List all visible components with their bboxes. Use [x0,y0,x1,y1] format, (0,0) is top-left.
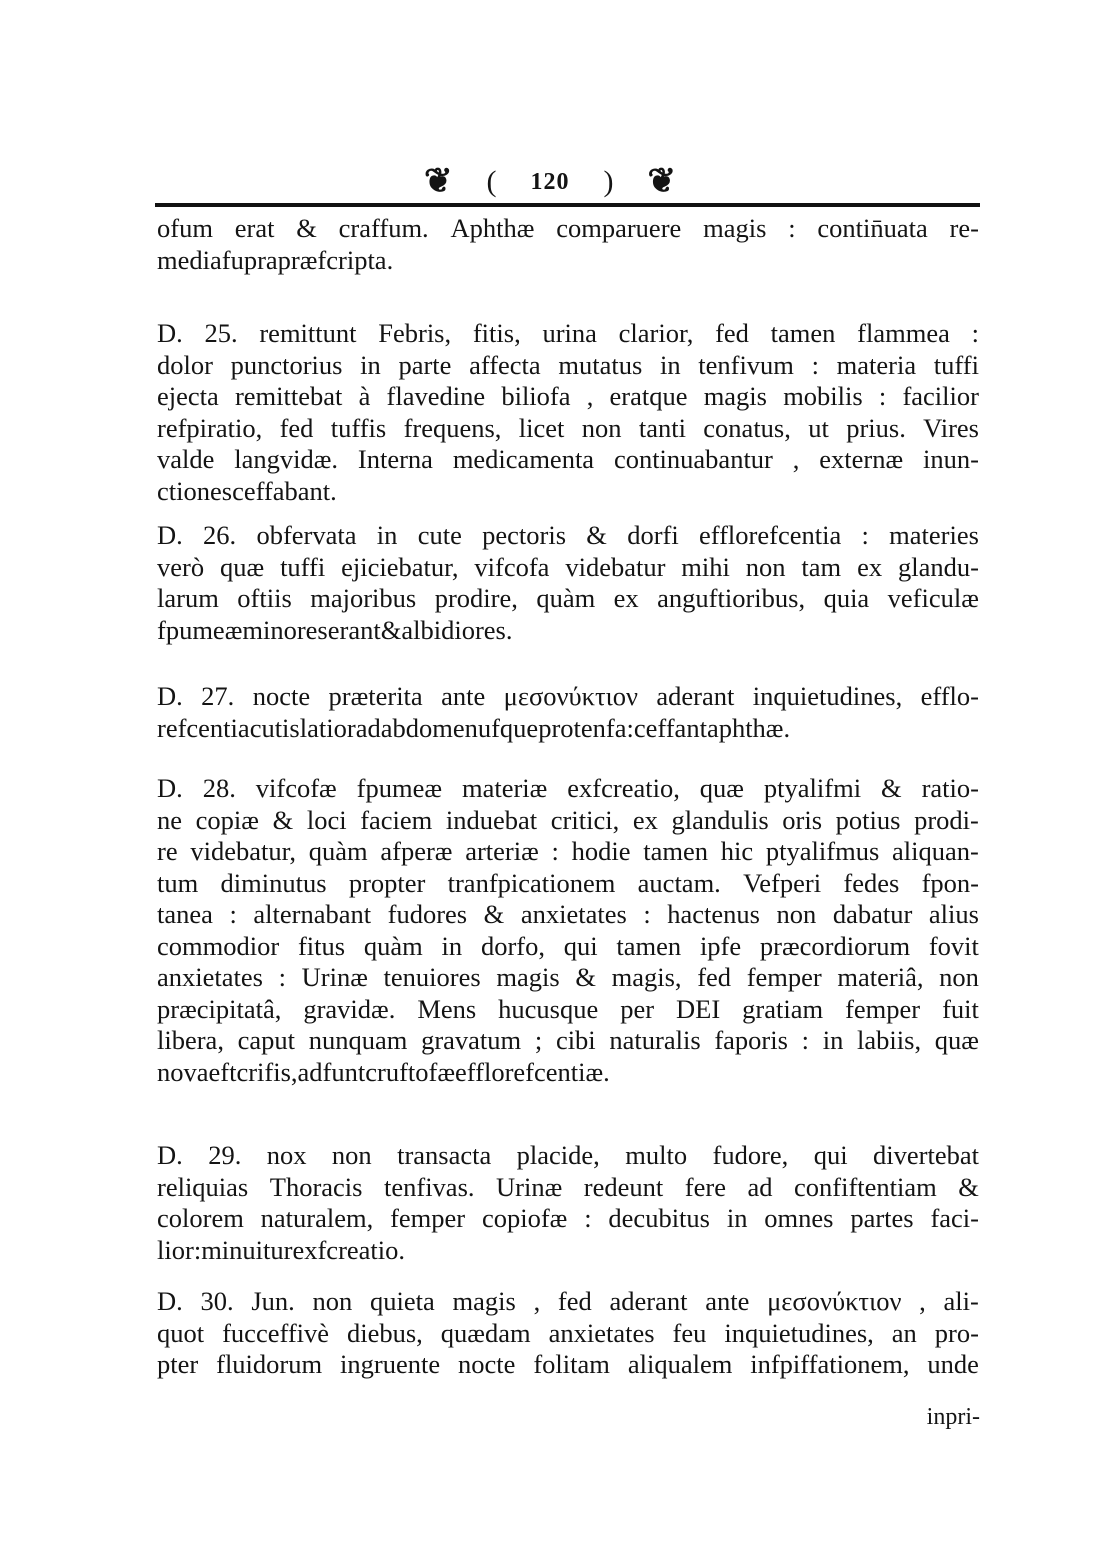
text-line: D. 27. nocte præterita ante μεσονύκτιον aderant inquietudines, efflo- [157,681,979,711]
text-line: D. 30. Jun. non quieta magis , fed aderant ante μεσονύκτιον , ali- [157,1286,979,1316]
running-header [0,162,1100,202]
paragraph [157,520,979,646]
text-line: refcentia cutis latior ad abdomen ufque protenfa : ceffant aphthæ. [157,712,791,743]
text-line: pter fluidorum ingruente nocte folitam aliqualem infpiffationem, unde [157,1349,979,1379]
text-line: lior : minuitur exfcreatio. [157,1234,406,1265]
text-line: præcipitatâ, gravidæ. Mens hucusque per DEI gratiam femper fuit [157,993,979,1024]
text-line: libera, caput nunquam gravatum ; cibi naturalis faporis : in labiis, quæ [157,1025,979,1055]
text-line: anxietates : Urinæ tenuiores magis & magis, fed femper materiâ, non [157,962,979,992]
text-line: commodior fitus quàm in dorfo, qui tamen ipfe præcordiorum fovit [157,930,979,961]
paragraph [157,681,979,744]
text-line: colorem naturalem, femper copiofæ : decubitus in omnes partes faci- [157,1203,979,1233]
paragraph [157,1140,979,1266]
text-line: ejecta remittebat à flavedine biliofa , eratque magis mobilis : facilior [157,381,979,411]
text-line: D. 26. obfervata in cute pectoris & dorfi efflorefcentia : materies [157,520,979,550]
text-line: ctiones ceffabant. [157,475,337,506]
text-line: reliquias Thoracis tenfivas. Urinæ redeunt fere ad confiftentiam & [157,1171,979,1202]
text-line: quot fucceffivè diebus, quædam anxietates feu inquietudines, an pro- [157,1317,979,1348]
text-line: D. 25. remittunt Febris, fitis, urina clarior, fed tamen flammea : [157,318,979,348]
text-line: verò quæ tuffi ejiciebatur, vifcofa videbatur mihi non tam ex glandu- [157,551,979,582]
text-line: valde langvidæ. Interna medicamenta continuabantur , externæ inun- [157,444,979,474]
text-line: D. 29. nox non transacta placide, multo fudore, qui divertebat [157,1140,979,1170]
paragraph [157,318,979,507]
close-paren: ) [603,165,614,198]
text-line: D. 28. vifcofæ fpumeæ materiæ exfcreatio, quæ ptyalifmi & ratio- [157,773,979,803]
page-number: 120 [530,168,570,195]
text-line: re videbatur, quàm afperæ arteriæ : hodie tamen hic ptyalifmus aliquan- [157,836,979,866]
text-line: dolor punctorius in parte affecta mutatus in tenfivum : materia tuffi [157,349,979,380]
fleuron-right-icon: ❦ [647,163,676,200]
text-line: nova eft crifis, adfunt cruftofæ efflorefcentiæ. [157,1056,610,1087]
text-line: refpiratio, fed tuffis frequens, licet non tanti conatus, ut prius. Vires [157,412,979,443]
text-line: tum diminutus propter tranfpicationem auctam. Vefperi fedes fpon- [157,867,979,898]
fleuron-left-icon: ❦ [424,163,453,200]
paragraph [157,1286,979,1381]
text-line: larum oftiis majoribus prodire, quàm ex anguftioribus, quia veficulæ [157,583,979,613]
text-line: ofum erat & craffum. Aphthæ comparuere magis : contin̄uata re- [157,213,979,243]
paragraph [157,773,979,1088]
open-paren: ( [486,165,497,198]
paragraph [157,213,979,276]
text-line: ne copiæ & loci faciem induebat critici, ex glandulis oris potius prodi- [157,804,979,835]
text-line: fpumeæ minores erant & albidiores. [157,614,513,645]
catchword: inpri- [926,1404,980,1430]
header-rule [155,203,980,207]
text-line: tanea : alternabant fudores & anxietates : hactenus non dabatur alius [157,899,979,929]
text-line: media fupra præfcripta. [157,244,394,275]
